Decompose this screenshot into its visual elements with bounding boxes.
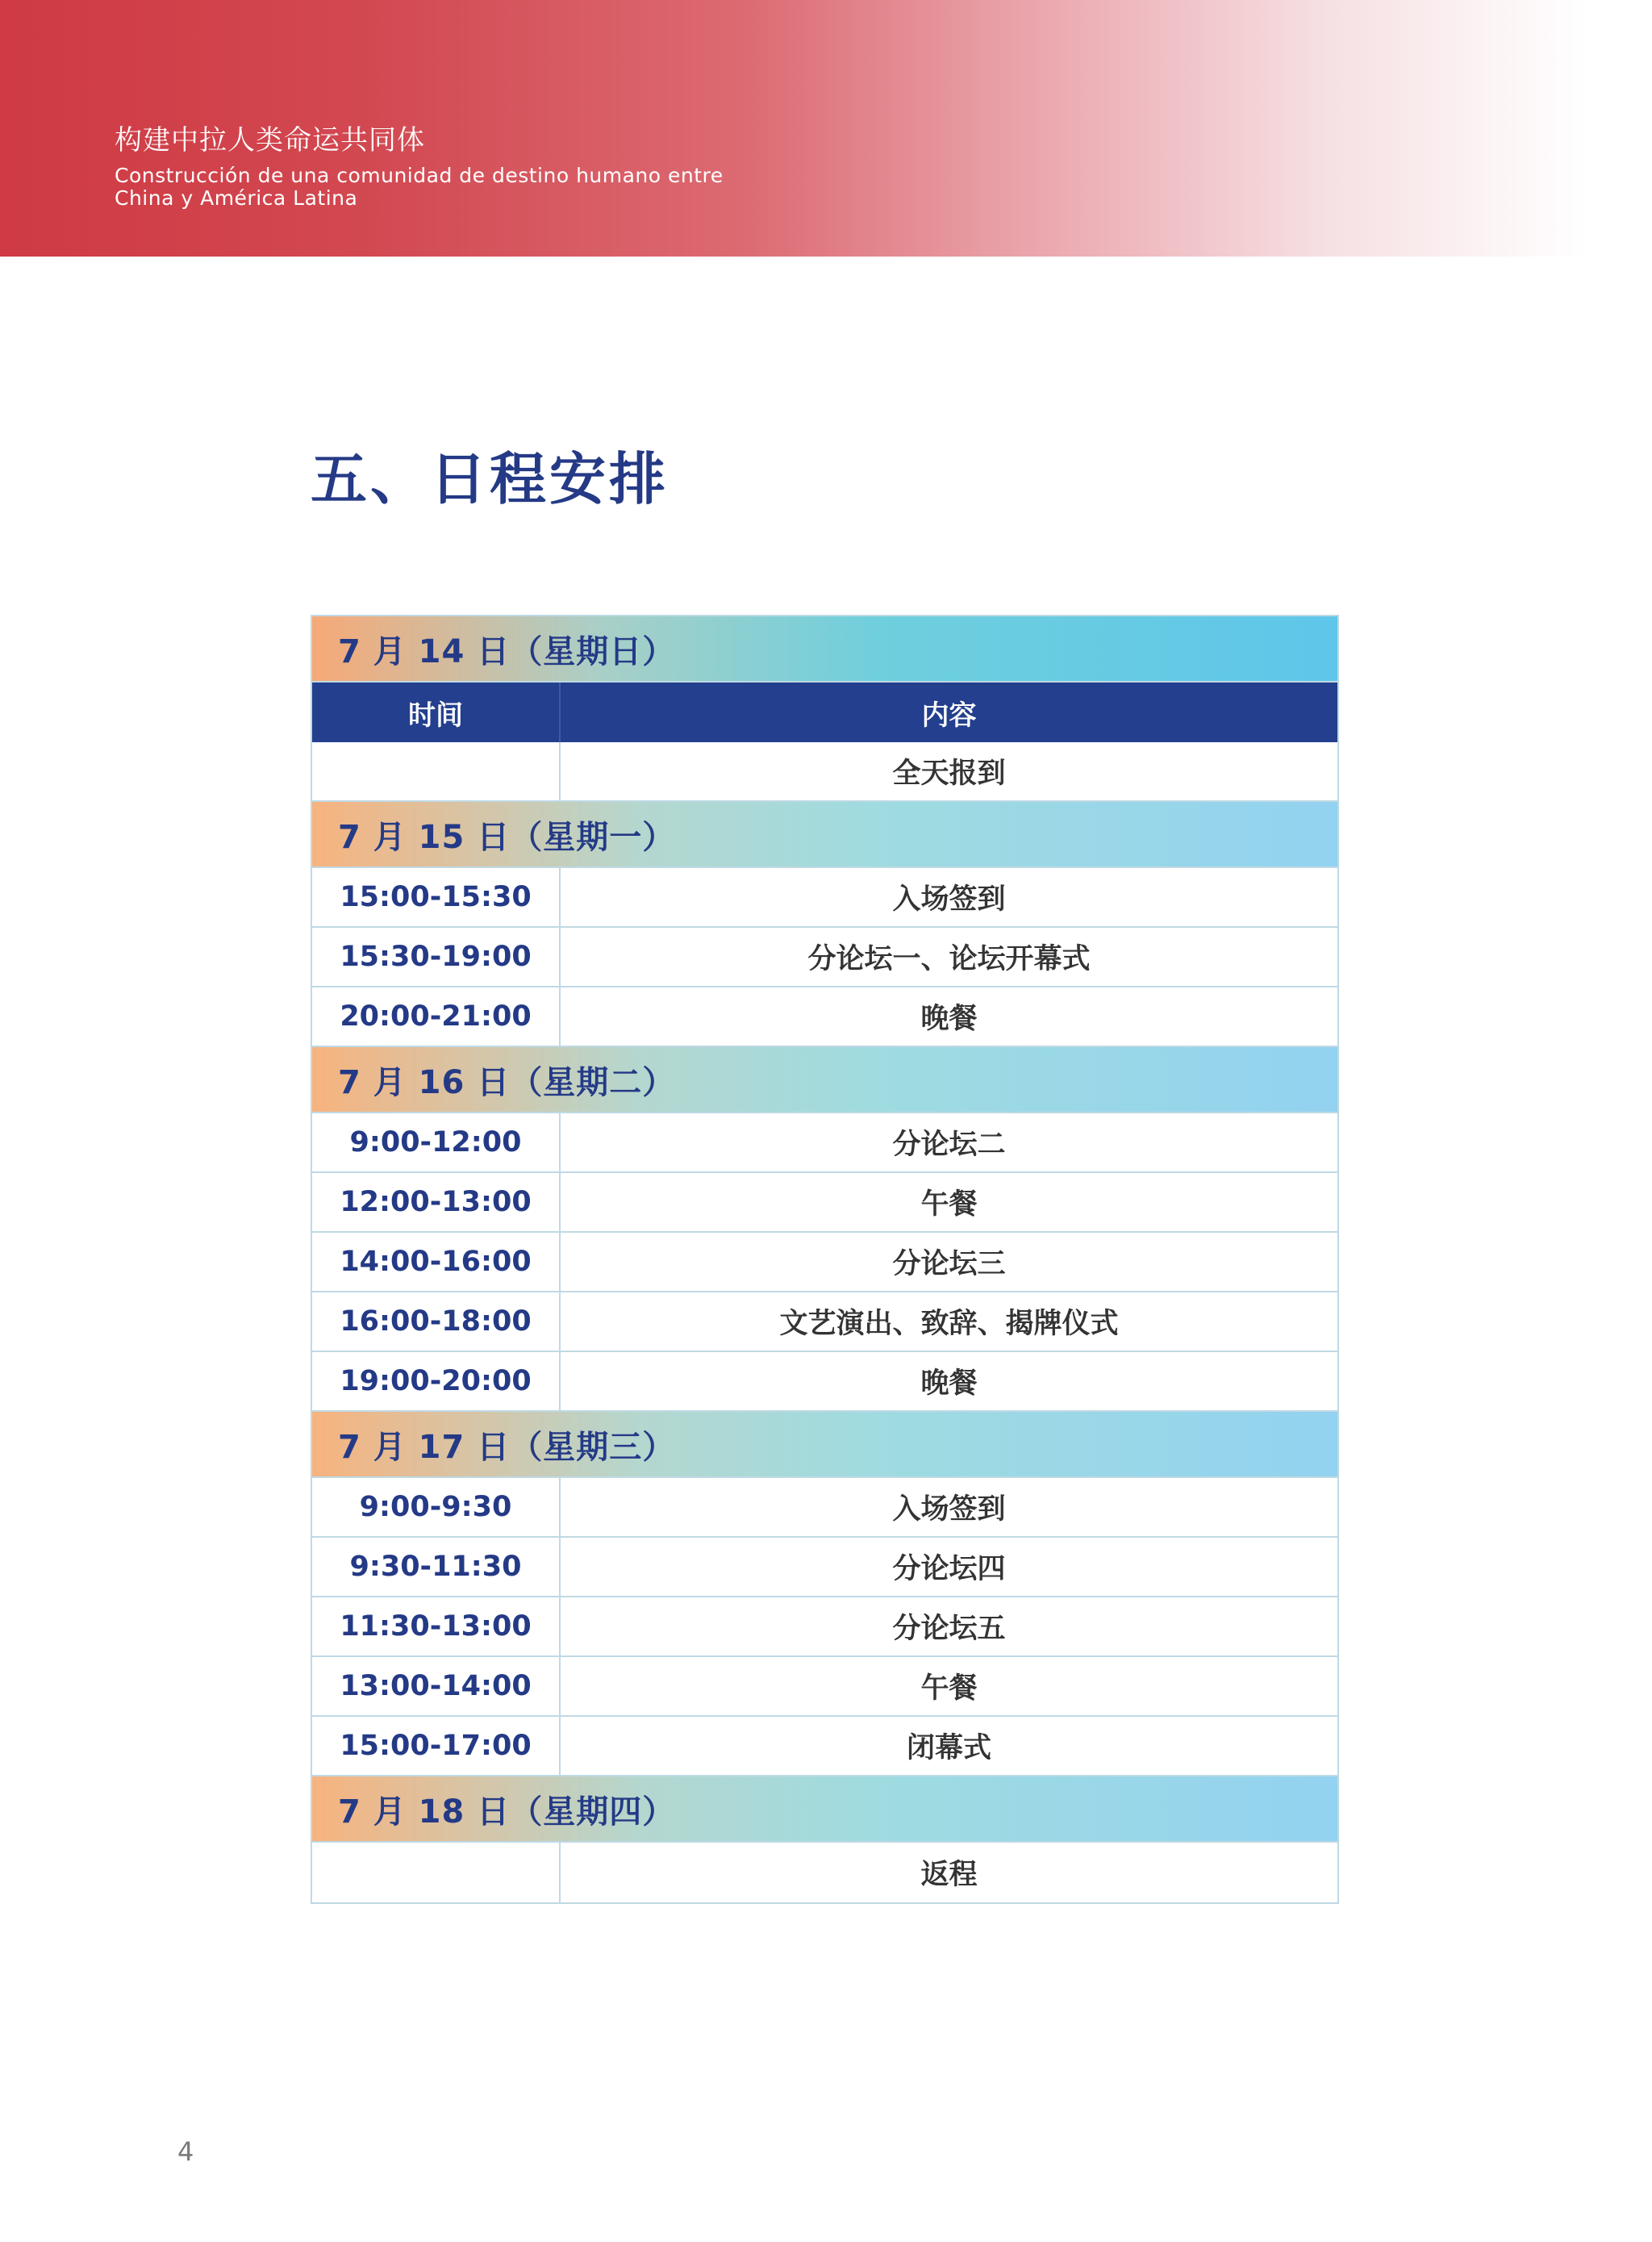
header-title: 构建中拉人类命运共同体	[115, 124, 425, 157]
content-cell: 返程	[920, 1859, 978, 1891]
day-header-row: 7 月 15 日（星期一）	[312, 802, 1337, 868]
day-header-row: 7 月 14 日（星期日）	[312, 616, 1337, 683]
table-row	[312, 1233, 1337, 1292]
day-header-row: 7 月 16 日（星期二）	[312, 1047, 1337, 1113]
time-cell: 15:30-19:00	[312, 928, 561, 986]
time-cell: 9:30-11:30	[312, 1538, 561, 1596]
time-cell: 16:00-18:00	[312, 1292, 561, 1351]
content-cell: 分论坛五	[892, 1613, 1006, 1645]
table-row	[312, 868, 1337, 928]
time-cell: 12:00-13:00	[312, 1173, 561, 1231]
table-row	[312, 1352, 1337, 1412]
content-cell: 闭幕式	[906, 1732, 991, 1764]
table-row	[312, 1657, 1337, 1717]
table-row	[312, 987, 1337, 1047]
header-subtitle: Construcción de una comunidad de destino humano entre China y América Latina	[115, 164, 724, 210]
content-cell: 分论坛一、论坛开幕式	[807, 943, 1091, 975]
content-cell: 分论坛三	[892, 1248, 1006, 1280]
time-cell: 15:00-15:30	[312, 868, 561, 926]
day-header-row: 7 月 18 日（星期四）	[312, 1776, 1337, 1843]
time-cell: 15:00-17:00	[312, 1717, 561, 1775]
table-row	[312, 1843, 1337, 1902]
content-cell: 文艺演出、致辞、揭牌仪式	[779, 1308, 1119, 1340]
content-cell: 午餐	[920, 1188, 978, 1221]
time-cell	[312, 1843, 561, 1902]
time-cell: 14:00-16:00	[312, 1233, 561, 1291]
table-row	[312, 1113, 1337, 1173]
time-cell: 13:00-14:00	[312, 1657, 561, 1715]
content-cell: 晚餐	[920, 1003, 978, 1035]
table-row	[312, 1717, 1337, 1776]
table-row	[312, 928, 1337, 987]
table-row	[312, 1478, 1337, 1538]
table-row	[312, 742, 1337, 802]
page-number: 4	[177, 2136, 194, 2167]
table-header-row	[312, 683, 1337, 742]
content-cell: 分论坛二	[892, 1129, 1006, 1161]
schedule-table	[311, 615, 1339, 1904]
time-column-header: 时间	[312, 683, 561, 742]
content-cell: 入场签到	[892, 1493, 1006, 1526]
table-row	[312, 1173, 1337, 1233]
table-row	[312, 1292, 1337, 1352]
content-column-header: 内容	[921, 699, 977, 732]
table-row	[312, 1538, 1337, 1597]
time-cell: 11:30-13:00	[312, 1597, 561, 1655]
day-header-row: 7 月 17 日（星期三）	[312, 1412, 1337, 1478]
content-cell: 晚餐	[920, 1367, 978, 1400]
header-banner	[0, 0, 1652, 257]
content-cell: 入场签到	[892, 883, 1006, 916]
time-cell: 20:00-21:00	[312, 987, 561, 1046]
time-cell: 9:00-12:00	[312, 1113, 561, 1171]
content-cell: 分论坛四	[892, 1553, 1006, 1585]
time-cell: 19:00-20:00	[312, 1352, 561, 1410]
content-cell: 午餐	[920, 1672, 978, 1705]
content-cell: 全天报到	[892, 758, 1006, 790]
time-cell	[312, 742, 561, 800]
table-row	[312, 1597, 1337, 1657]
time-cell: 9:00-9:30	[312, 1478, 561, 1536]
section-title: 五、日程安排	[311, 446, 669, 512]
